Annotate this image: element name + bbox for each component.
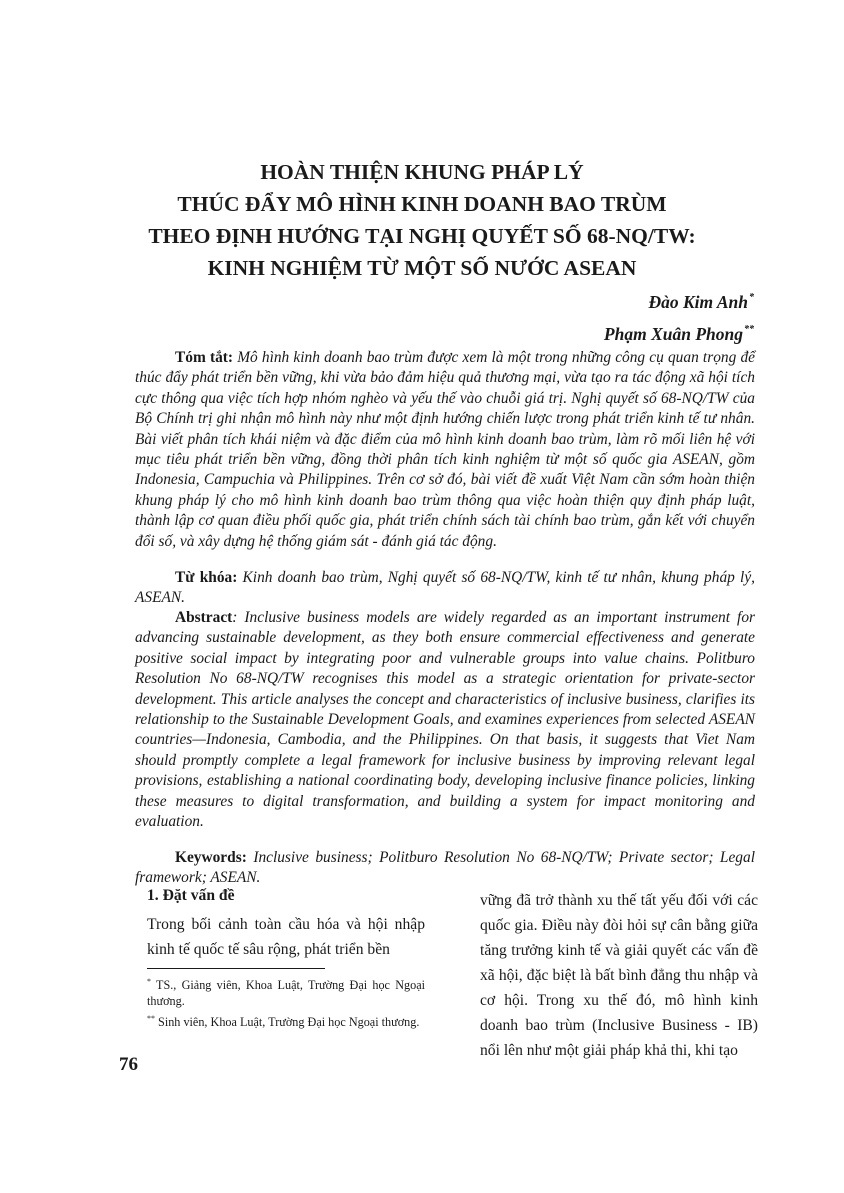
author-name: Phạm Xuân Phong (603, 324, 743, 344)
title-line: HOÀN THIỆN KHUNG PHÁP LÝ (260, 160, 584, 184)
keywords-en-paragraph (135, 848, 755, 889)
footnote (147, 1011, 425, 1031)
abstract-label: Abstract (175, 609, 233, 626)
abstract-paragraph (135, 608, 755, 832)
summary-paragraph (135, 348, 755, 552)
keywords-en-label: Keywords: (175, 849, 247, 866)
author-name: Đào Kim Anh (648, 292, 748, 312)
author-footnote-mark: * (749, 292, 754, 303)
author-footnote-mark: ** (744, 324, 754, 335)
keywords-vi-label: Từ khóa: (175, 569, 238, 586)
keywords-en-text: Inclusive business; Politburo Resolution No 68-NQ/TW; Private sector; Legal framework; ASEAN. (135, 849, 755, 887)
footnote-divider (147, 968, 325, 969)
abstract-text: : Inclusive business models are widely regarded as an important instrument for advancing sustainable development, as they both ensure commercial effectiveness and generate positive social impact by integrating poor and vulnerable groups into value chains. Politburo Resolution No 68-NQ/TW recognises this model as a strategic orientation for private-sector development. This article analyses the concept and characteristics of inclusive business, clarifies its relationship to the Sustainable Development Goals, and examines experiences from selected ASEAN countries—Indonesia, Cambodia, and the Philippines. On that basis, it suggests that Viet Nam should promptly complete a legal framework for inclusive business by improving relevant legal provisions, establishing a national coordinating body, developing inclusive finance policies, linking these measures to digital transformation, and building a system for impact monitoring and evaluation. (135, 609, 755, 831)
author-list (604, 284, 754, 348)
author (604, 284, 754, 316)
keywords-vi-text: Kinh doanh bao trùm, Nghị quyết số 68-NQ/TW, kinh tế tư nhân, khung pháp lý, ASEAN. (135, 569, 755, 607)
body-text-right: vững đã trở thành xu thế tất yếu đối với các quốc gia. Điều này đòi hỏi sự cân bằng giữa tăng trưởng kinh tế và giải quyết các vấn đề xã hội, đặc biệt là bất bình đẳng thu nhập và cơ hội. Trong xu thế đó, mô hình kinh doanh bao trùm (Inclusive Business - IB) nổi lên như một giải pháp khả thi, khi tạo (480, 892, 758, 1059)
footnote (147, 974, 425, 1009)
section-heading: 1. Đặt vấn đề (147, 887, 235, 904)
author (604, 316, 754, 348)
body-left-content: Trong bối cảnh toàn cầu hóa và hội nhập kinh tế quốc tế sâu rộng, phát triển bền (147, 916, 425, 958)
footnotes (147, 974, 425, 1033)
footnote-mark: ** (147, 1014, 155, 1023)
footnote-text: TS., Giảng viên, Khoa Luật, Trường Đại học Ngoại thương. (147, 978, 425, 1008)
summary-text: Mô hình kinh doanh bao trùm được xem là một trong những công cụ quan trọng để thúc đẩy phát triển bền vững, khi vừa bảo đảm hiệu quả thương mại, vừa tạo ra tác động xã hội tích cực thông qua việc tích hợp nhóm nghèo và yếu thế vào chuỗi giá trị. Nghị quyết số 68-NQ/TW của Bộ Chính trị ghi nhận mô hình này như một định hướng chiến lược trong phát triển kinh tế tư nhân. Bài viết phân tích khái niệm và đặc điểm của mô hình kinh doanh bao trùm, làm rõ mối liên hệ với mục tiêu phát triển bền vững, đồng thời phân tích kinh nghiệm từ một số quốc gia ASEAN, gồm Indonesia, Campuchia và Philippines. Trên cơ sở đó, bài viết đề xuất Việt Nam cần sớm hoàn thiện khung pháp lý cho mô hình kinh doanh bao trùm thông qua việc hoàn thiện quy định pháp luật, thành lập cơ quan điều phối quốc gia, phát triển chính sách tài chính bao trùm, gắn kết với chuyển đổi số, và xây dựng hệ thống giám sát - đánh giá tác động. (135, 349, 755, 550)
title-line: THÚC ĐẨY MÔ HÌNH KINH DOANH BAO TRÙM (177, 192, 667, 216)
summary-label: Tóm tắt: (175, 349, 234, 366)
keywords-vi-paragraph (135, 568, 755, 609)
title-line: KINH NGHIỆM TỪ MỘT SỐ NƯỚC ASEAN (207, 256, 637, 280)
title-line: THEO ĐỊNH HƯỚNG TẠI NGHỊ QUYẾT SỐ 68-NQ/TW: (148, 224, 696, 248)
footnote-text: Sinh viên, Khoa Luật, Trường Đại học Ngoại thương. (158, 1015, 420, 1029)
footnote-mark: * (147, 977, 151, 986)
article-title (80, 156, 764, 284)
page-number: 76 (119, 1054, 138, 1075)
body-text-left (147, 912, 425, 962)
